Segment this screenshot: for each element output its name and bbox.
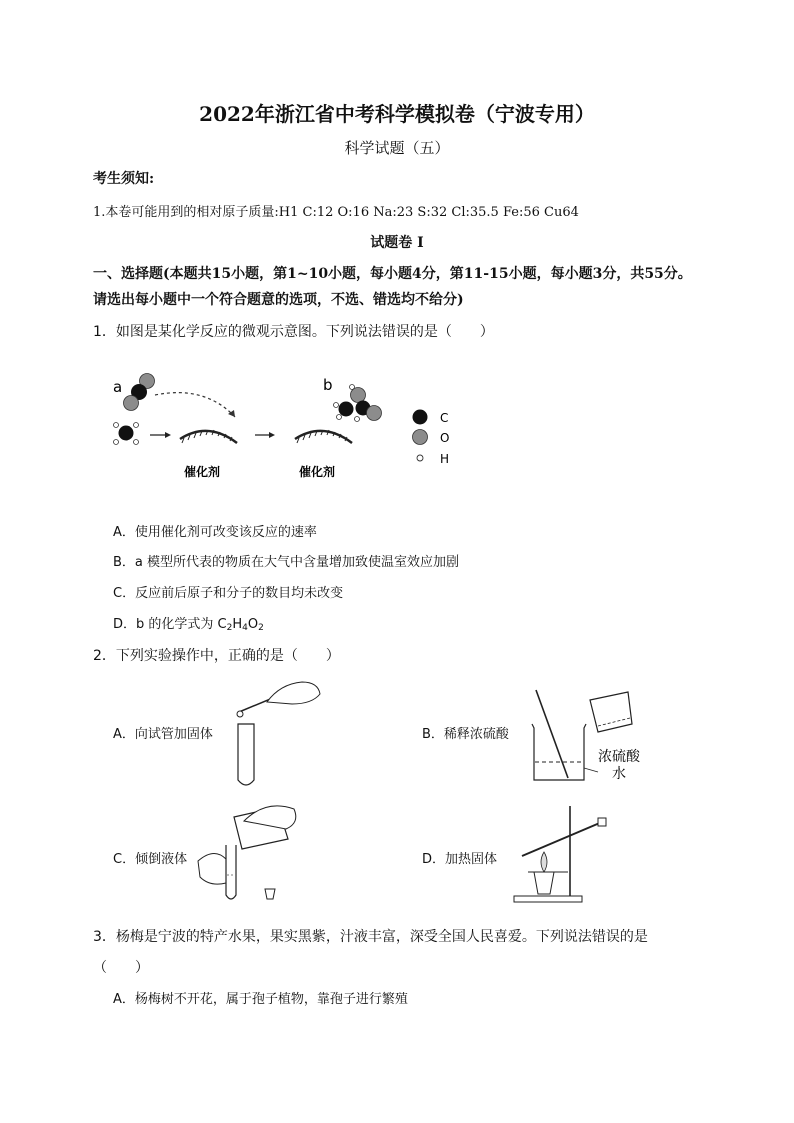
hydrogen-atom bbox=[114, 423, 119, 428]
arrow-2-head bbox=[269, 432, 275, 438]
question-2-option-c: C．倾倒液体 bbox=[113, 852, 188, 867]
question-3-stem-blank: （ ） bbox=[93, 960, 149, 976]
iron-stand-base bbox=[514, 896, 582, 902]
legend-oxygen-label: O bbox=[440, 431, 450, 445]
hydrogen-atom bbox=[355, 417, 360, 422]
catalyst-label-2: 催化剂 bbox=[299, 465, 336, 479]
hand bbox=[267, 682, 320, 704]
figure-add-solid-to-tube bbox=[222, 672, 322, 792]
catalyst-surface-2 bbox=[295, 431, 352, 443]
catalyst-label-1: 催化剂 bbox=[184, 465, 221, 479]
legend-hydrogen-dot bbox=[417, 455, 423, 461]
oxygen-atom bbox=[124, 396, 139, 411]
document-title: 2022年浙江省中考科学模拟卷（宁波专用） bbox=[199, 102, 595, 126]
hydrogen-atom bbox=[337, 415, 342, 420]
test-tube bbox=[226, 845, 236, 899]
label-water: 水 bbox=[612, 766, 626, 782]
option-d-text: D．b 的化学式为 C bbox=[113, 617, 227, 632]
legend-oxygen-dot bbox=[413, 430, 428, 445]
notice-line: 1.本卷可能用到的相对原子质量:H1 C:12 O:16 Na:23 S:32 Cl:35.5 Fe:56 Cu64 bbox=[93, 205, 579, 220]
figure-pour-liquid bbox=[196, 797, 306, 907]
hydrogen-atom bbox=[114, 440, 119, 445]
solid-granule bbox=[237, 711, 243, 717]
label-concentrated-acid: 浓硫酸 bbox=[598, 749, 640, 765]
option-d-text: H bbox=[232, 617, 243, 632]
option-d-text: O bbox=[247, 617, 259, 632]
question-1-option-b: B．a 模型所代表的物质在大气中含量增加致使温室效应加剧 bbox=[113, 555, 460, 570]
question-1-figure bbox=[110, 365, 470, 500]
label-a: a bbox=[113, 378, 123, 396]
option-d-sub: 2 bbox=[226, 623, 233, 633]
oxygen-atom bbox=[351, 388, 366, 403]
leader-line bbox=[584, 768, 598, 772]
question-1-stem: 1．如图是某化学反应的微观示意图。下列说法错误的是（ ） bbox=[93, 324, 494, 340]
oxygen-atom bbox=[367, 406, 382, 421]
document-subtitle: 科学试题（五） bbox=[344, 139, 450, 157]
option-d-sub: 4 bbox=[242, 623, 248, 633]
question-1-option-a: A．使用催化剂可改变该反应的速率 bbox=[113, 525, 317, 540]
question-2-option-a: A．向试管加固体 bbox=[113, 727, 213, 742]
hydrogen-atom bbox=[134, 423, 139, 428]
catalyst-surface-1 bbox=[180, 431, 237, 443]
question-2-option-b: B．稀释浓硫酸 bbox=[422, 727, 509, 742]
alcohol-lamp bbox=[534, 872, 554, 894]
section-one-instructions-cont: 请选出每小题中一个符合题意的选项，不选、错选均不给分) bbox=[93, 292, 464, 308]
legend-hydrogen-label: H bbox=[440, 452, 450, 466]
question-1-option-c: C．反应前后原子和分子的数目均未改变 bbox=[113, 586, 344, 601]
hydrogen-atom bbox=[334, 403, 339, 408]
question-3-stem: 3．杨梅是宁波的特产水果，果实黑紫，汁液丰富，深受全国人民喜爱。下列说法错误的是 bbox=[93, 929, 648, 945]
pouring-beaker bbox=[590, 692, 632, 732]
notice-heading: 考生须知: bbox=[93, 171, 155, 187]
question-2-stem: 2．下列实验操作中，正确的是（ ） bbox=[93, 648, 340, 664]
hand-left bbox=[198, 853, 226, 884]
legend-carbon-dot bbox=[413, 410, 428, 425]
catalyst-hatch-1 bbox=[182, 430, 232, 443]
dashed-arrow bbox=[155, 393, 235, 417]
label-b: b bbox=[323, 376, 333, 394]
legend-carbon-label: C bbox=[440, 411, 449, 425]
carbon-atom bbox=[119, 426, 134, 441]
section-one-instructions: 一、选择题(本题共15小题，第1~10小题，每小题4分，第11-15小题，每小题3分，共55分。 bbox=[93, 266, 692, 282]
bottle-stopper bbox=[265, 889, 275, 899]
glass-rod bbox=[536, 690, 568, 778]
catalyst-hatch-2 bbox=[297, 430, 347, 443]
paper-section-title: 试题卷 I bbox=[370, 235, 424, 251]
question-2-option-d: D．加热固体 bbox=[422, 852, 498, 867]
option-d-sub: 2 bbox=[258, 623, 264, 633]
question-1-option-d bbox=[113, 613, 264, 633]
arrow-1-head bbox=[165, 432, 171, 438]
carbon-atom bbox=[339, 402, 354, 417]
test-tube bbox=[238, 724, 254, 785]
test-tube bbox=[522, 822, 602, 856]
figure-heat-solid bbox=[508, 800, 618, 910]
figure-dilute-acid bbox=[528, 688, 658, 793]
question-3-option-a: A．杨梅树不开花，属于孢子植物，靠孢子进行繁殖 bbox=[113, 992, 408, 1007]
hydrogen-atom bbox=[134, 440, 139, 445]
stopper bbox=[598, 818, 606, 826]
flame bbox=[541, 852, 547, 872]
